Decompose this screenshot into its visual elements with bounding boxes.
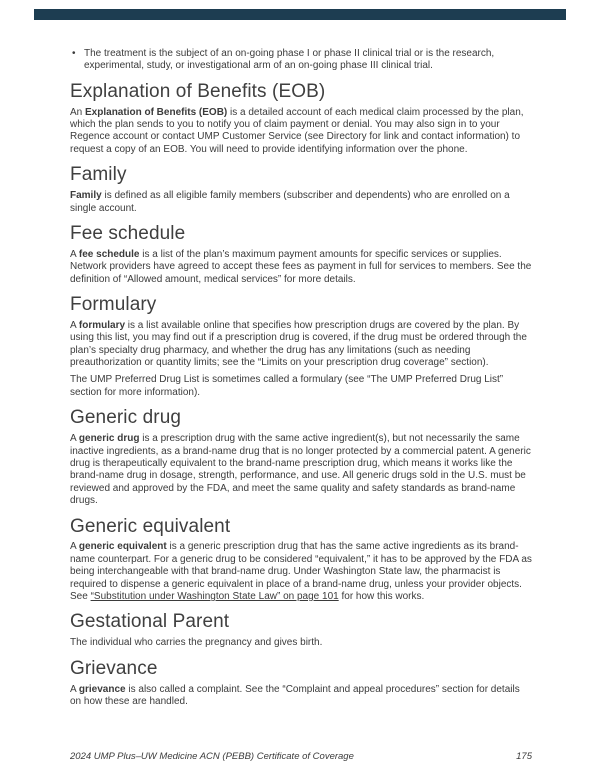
paragraph (70, 684, 532, 709)
defined-term: fee schedule (78, 248, 140, 260)
section-heading: Grievance (70, 657, 158, 679)
text-run: A (70, 433, 79, 445)
defined-term: formulary (78, 319, 126, 331)
text-run: An (70, 106, 86, 118)
text-run: is a detailed account of each medical claim processed by the plan, which the plan sends to you to notify you of claim payment or denial. You may also sign in to your Regence account or contact UMP Customer Service (see Directory for link and contact information) to request a copy of an EOB. You will need to provide identifying information over the phone. (70, 106, 524, 155)
page-accent-bar (34, 9, 566, 20)
text-run: is a generic prescription drug that has the same active ingredients as its brand-name counterpart. For a generic drug to be considered “equivalent,” it has to be approved by the FDA as being interchangeable with that brand-name drug. Under Washington State law, the pharmacist is required to dispense a generic equivalent in place of a brand-name drug, unless your provider objects. See (70, 541, 532, 603)
paragraph (70, 433, 532, 507)
defined-term: Family (70, 190, 102, 202)
text-run: The individual who carries the pregnancy and gives birth. (70, 637, 323, 649)
text-run: is a prescription drug with the same active ingredient(s), but not necessarily the same inactive ingredients, as a brand-name drug that is no longer protected by a commercial patent. A generic drug is therapeutically equivalent to the brand-name prescription drug, which means it works like the brand-name drug in dosage, strength, performance, and use. All generic drugs sold in the U.S. must be reviewed and approved by the FDA, and meet the same quality and safety standards as brand-name drugs. (70, 433, 531, 507)
text-run: A (70, 319, 79, 331)
glossary-section (70, 516, 532, 604)
section-heading: Explanation of Benefits (EOB) (70, 80, 326, 102)
paragraph (70, 107, 532, 157)
paragraph (70, 541, 532, 603)
page-content (70, 48, 532, 713)
section-heading: Generic drug (70, 407, 182, 429)
text-run: is a list available online that specifies how prescription drugs are covered by the plan. By using this list, you may find out if a prescription drug is covered, if the drug must be ordered through the plan’s specialty drug pharmacy, and whether the drug has any limitations (such as needing preauthorization or quantity limits; see the “Limits on your prescription drug coverage” section). (70, 319, 527, 369)
section-heading: Generic equivalent (70, 515, 231, 537)
text-run: A (70, 248, 79, 260)
page-footer (70, 751, 532, 762)
section-heading: Fee schedule (70, 222, 186, 244)
bullet-text: The treatment is the subject of an on-going phase I or phase II clinical trial or is the research, experimental, study, or investigational arm of an on-going phase III clinical trial. (84, 48, 495, 72)
glossary-section (70, 223, 532, 286)
text-run: is a list of the plan’s maximum payment amounts for specific services or supplies. Network providers have agreed to accept these fees as payment in full for services to members. See the definition of “Allowed amount, medical services” for more details. (70, 248, 532, 285)
glossary-section (70, 658, 532, 709)
section-heading: Family (70, 164, 127, 186)
paragraph (70, 190, 532, 215)
defined-term: grievance (78, 683, 126, 695)
cross-reference-link[interactable]: “Substitution under Washington State Law” on page 101 (90, 591, 339, 603)
footer-page-number: 175 (516, 751, 532, 762)
section-heading: Gestational Parent (70, 611, 230, 633)
text-run: is also called a complaint. See the “Complaint and appeal procedures” section for details on how these are handled. (70, 683, 520, 707)
text-run: A (70, 541, 79, 553)
sections (70, 81, 532, 709)
section-heading: Formulary (70, 294, 157, 315)
defined-term: generic equivalent (78, 541, 167, 553)
defined-term: Explanation of Benefits (EOB) (85, 106, 228, 118)
text-run: is defined as all eligible family members (subscriber and dependents) who are enrolled on a single account. (70, 190, 510, 214)
bullet-marker: • (72, 48, 76, 59)
paragraph (70, 374, 532, 399)
paragraph (70, 249, 532, 286)
glossary-section (70, 294, 532, 399)
text-run: for how this works. (338, 591, 425, 603)
defined-term: generic drug (78, 433, 140, 445)
text-run: The UMP Preferred Drug List is sometimes called a formulary (see “The UMP Preferred Drug List” section for more information). (70, 374, 504, 398)
list-item (72, 48, 532, 73)
paragraph (70, 320, 532, 370)
paragraph (70, 637, 532, 649)
text-run: A (70, 683, 79, 695)
glossary-section (70, 81, 532, 156)
footer-document-title: 2024 UMP Plus–UW Medicine ACN (PEBB) Certificate of Coverage (70, 751, 354, 762)
glossary-section (70, 611, 532, 649)
glossary-section (70, 407, 532, 507)
glossary-section (70, 164, 532, 215)
